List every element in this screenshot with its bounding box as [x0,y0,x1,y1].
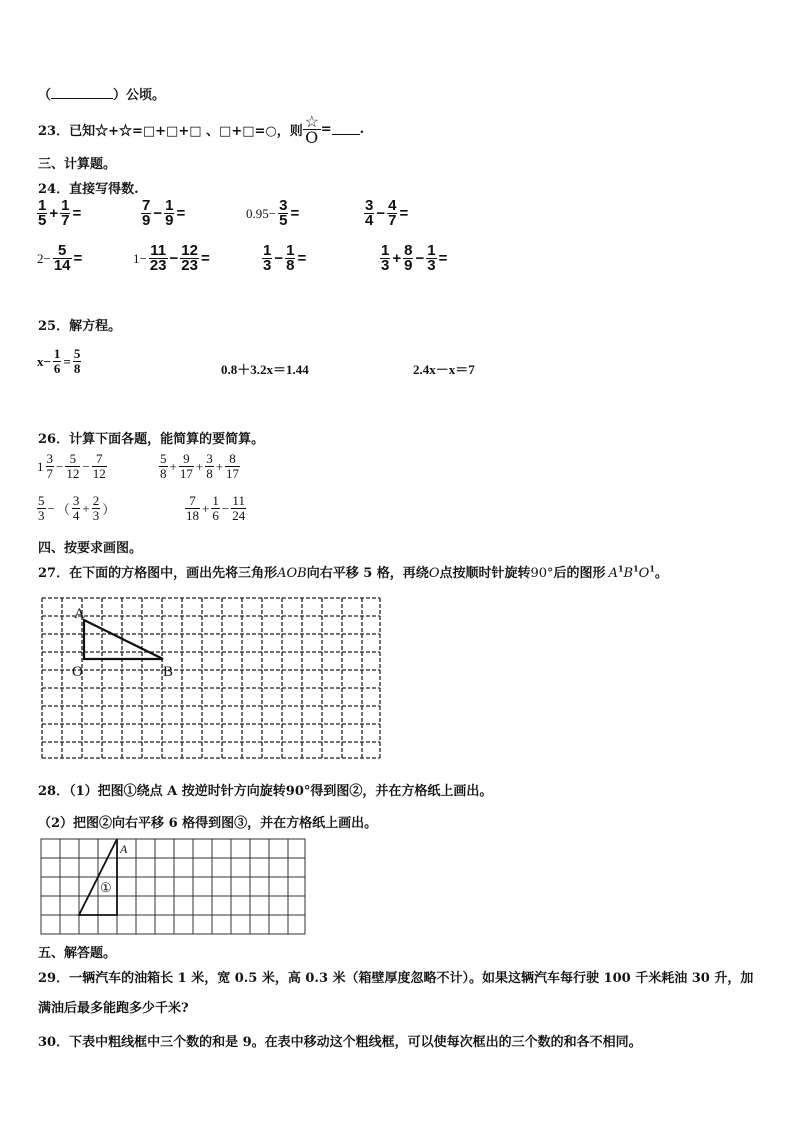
q24-item-6: 1− $\frac{11}{23}$ − $\frac{12}{23}$ = [133,242,210,274]
answer-blank[interactable] [332,124,360,135]
q27-text: 27．在下面的方格图中，画出先将三角形AOB向右平移 5 格，再绕O点按顺时针旋转90°后的图形 $A^1B^1O^1$。 [38,563,668,581]
q25-title: 25．解方程。 [38,319,122,334]
q29-line-1: 29．一辆汽车的油箱长 1 米，宽 0.5 米，高 0.3 米（箱壁厚度忽略不计）。如果这辆汽车每行驶 100 千米耗油 30 升，加 [38,971,754,986]
q28-line-2: （2）把图②向右平移 6 格得到图③，并在方格纸上画出。 [38,816,378,831]
q26-title: 26．计算下面各题，能简算的要简算。 [38,432,265,447]
q30-text: 30．下表中粗线框中三个数的和是 9。在表中移动这个粗线框，可以使每次框出的三个数的和各不相同。 [38,1035,642,1050]
q24-item-8: $\frac{1}{3}$ + $\frac{8}{9}$ − $\frac{1}{3}$ = [381,242,448,274]
triangle-aob [84,620,163,659]
q24-item-4: $\frac{3}{4}$ − $\frac{4}{7}$ = [365,197,409,229]
label-figure-1: ① [100,880,112,895]
q24-item-7: $\frac{1}{3}$ − $\frac{1}{8}$ = [263,242,307,274]
label-o: O [72,664,83,680]
q28-line-1: 28．（1）把图①绕点 A 按逆时针方向旋转90°得到图②，并在方格纸上画出。 [38,784,493,799]
q25-equation-2: 0.8＋3.2x＝1.44 [221,362,309,377]
q24-item-1: $\frac{1}{5}$ + $\frac{1}{7}$ = [38,197,82,229]
q25-equation-1: x− $\frac{1}{6}$ = $\frac{5}{8}$ [37,346,81,376]
section-5-title: 五、解答题。 [38,946,117,961]
label-a: A [74,606,85,622]
q24-title: 24．直接写得数. [38,182,139,197]
section-4-title: 四、按要求画图。 [38,541,143,556]
q24-item-5: 2− $\frac{5}{14}$ = [37,242,83,274]
q26-expression-3: $\frac{5}{3}$ − （ $\frac{3}{4}$ + $\frac{2}{3}$ ） [38,493,116,523]
label-point-a: A [120,842,128,856]
q23: 23．已知☆+☆=□+□+□ 、□+□=○，则 $\frac{☆}{O}$ = . [38,111,365,147]
q26-expression-2: $\frac{5}{8}$ + $\frac{9}{17}$ + $\frac{3}{8}$ + $\frac{8}{17}$ [160,451,240,481]
dashed-grid [42,598,380,758]
star-over-circle-fraction: $\frac{☆}{O}$ [304,111,319,147]
q28-grid-figure [40,838,310,938]
q26-expression-4: $\frac{7}{18}$ + $\frac{1}{6}$ − $\frac{11}{24}$ [186,493,246,523]
q27-grid-figure [40,596,385,761]
section-3-title: 三、计算题。 [38,157,117,172]
q24-item-3: 0.95− $\frac{3}{5}$ = [246,197,300,229]
label-b: B [163,664,174,680]
q29-line-2: 满油后最多能跑多少千米? [38,1001,189,1016]
solid-grid [41,839,305,934]
q25-equation-3: 2.4x－x＝7 [413,362,475,377]
q22-tail: （ ）公顷。 [38,88,166,103]
answer-blank[interactable] [51,88,113,99]
q24-item-2: $\frac{7}{9}$ − $\frac{1}{9}$ = [142,197,186,229]
q26-expression-1: 1 $\frac{3}{7}$ − $\frac{5}{12}$ − $\frac{7}{12}$ [37,451,106,481]
